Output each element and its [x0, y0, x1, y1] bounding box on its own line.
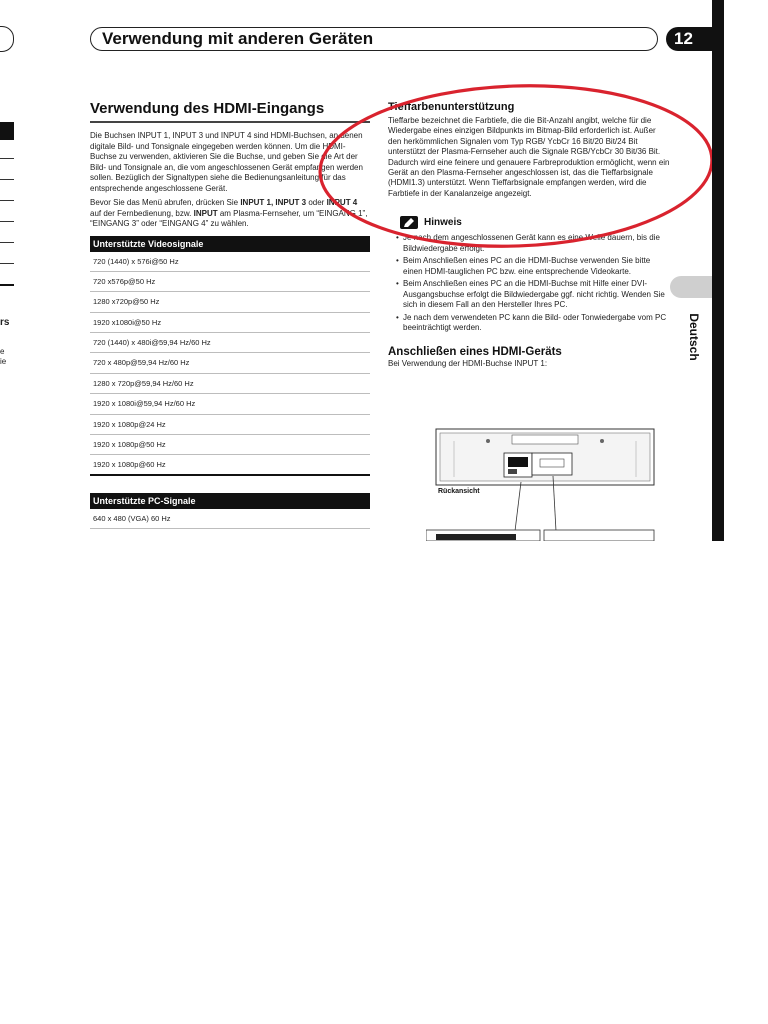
chapter-title: Verwendung mit anderen Geräten	[102, 29, 374, 48]
table-row: 1280 x720p@50 Hz	[90, 292, 370, 312]
note-bullet: • Beim Anschließen eines PC an die HDMI-Buchse verwenden Sie bitte einen HDMI-tauglichen PC bzw. eine entsprechende Videokarte.	[388, 256, 670, 277]
table-header: Unterstützte Videosignale	[90, 236, 370, 252]
rear-view-label: Rückansicht	[438, 488, 480, 495]
page-edge-bar	[712, 0, 724, 541]
table-row: 1920 x 1080i@59,94 Hz/60 Hz	[90, 394, 370, 414]
table-row: 720 x576p@50 Hz	[90, 272, 370, 292]
chapter-header	[90, 27, 658, 51]
previous-page-heading-fragment: rs	[0, 317, 10, 328]
language-tab	[670, 276, 712, 298]
table-row: 1920 x 1080p@24 Hz	[90, 415, 370, 435]
note-bullet: • Je nach dem verwendeten PC kann die Bild- oder Tonwiedergabe vom PC beeinträchtigt werden.	[388, 313, 670, 334]
table-row: 1920 x1080i@50 Hz	[90, 313, 370, 333]
connect-subtitle: Bei Verwendung der HDMI-Buchse INPUT 1:	[388, 358, 548, 368]
deep-color-title: Tieffarbenunterstützung	[388, 101, 515, 113]
pc-signals-table	[90, 493, 370, 529]
deep-color-paragraph: Tieffarbe bezeichnet die Farbtiefe, die die Bit-Anzahl angibt, welche für die Wiedergabe eines einzigen Bildpunkts im Bitmap-Bild erforderlich ist. Außer den herkömmlichen Signalen vom Typ RGB/ YcbCr 16 Bit/20 Bit/24 Bit unterstützt der Plasma-Fernseher auch die Signale RGB/YcbCr 30 Bit/36 Bit. Dadurch wird eine feinere und genauere Farbreproduktion ermöglicht, wenn ein Gerät an den Plasma-Fernseher angeschlossen ist, das die Tieffarbsignale (HDMI1.3) unterstützt. Wenn Tieffarbsignale empfangen werden, wird die Farbtiefe in der Kanalanzeige angezeigt.	[388, 116, 670, 198]
previous-page-text-line: e	[0, 347, 5, 356]
table-row: 720 x 480p@59,94 Hz/60 Hz	[90, 353, 370, 373]
video-signals-table	[90, 236, 370, 476]
intro-paragraph: Die Buchsen INPUT 1, INPUT 3 und INPUT 4 sind HDMI-Buchsen, an denen digitale Bild- und Tonsignale eingegeben werden können. Um die HDMI-Buchse zu verwenden, aktivieren Sie die Buchse, und geben Sie die Art der Bild- und Tonsignale an, die vom angeschlossenen Gerät empfangen werden sollen. Bezüglich der Signaltypen siehe die Bedienungsanleitung für das entsprechende angeschlossene Gerät.	[90, 131, 363, 193]
table-header: Unterstützte PC-Signale	[90, 493, 370, 509]
connect-title: Anschließen eines HDMI-Geräts	[388, 345, 562, 358]
language-label: Deutsch	[687, 313, 701, 361]
table-row: 640 x 480 (VGA) 60 Hz	[90, 509, 370, 529]
previous-page-header-tab	[0, 26, 14, 52]
red-annotation-ellipse	[312, 78, 712, 258]
manual-page	[0, 0, 712, 541]
page-number: 12	[666, 27, 712, 51]
rear-panel-diagram	[426, 427, 664, 541]
note-bullet: • Beim Anschließen eines PC an die HDMI-Buchse mit Hilfe einer DVI-Ausgangsbuchse erfolgt die Bildwiedergabe ggf. nicht richtig. Wenden Sie sich in diesem Fall an den Hersteller Ihres PC.	[388, 279, 670, 311]
rear-panel-illustration	[426, 427, 664, 541]
table-row: 1280 x 720p@59,94 Hz/60 Hz	[90, 374, 370, 394]
table-row: 1920 x 1080p@60 Hz	[90, 455, 370, 475]
table-row: 1920 x 1080p@50 Hz	[90, 435, 370, 455]
section-title: Verwendung des HDMI-Eingangs	[90, 100, 325, 117]
previous-page-table-marks	[0, 122, 14, 306]
table-row: 720 (1440) x 480i@59,94 Hz/60 Hz	[90, 333, 370, 353]
table-row: 720 (1440) x 576i@50 Hz	[90, 252, 370, 272]
note-title: Hinweis	[424, 216, 462, 228]
before-menu-paragraph: Bevor Sie das Menü abrufen, drücken Sie INPUT 1, INPUT 3 oder INPUT 4 auf der Fernbedienung, bzw. INPUT am Plasma-Fernseher, um “EINGANG 1”, “EINGANG 3” oder “EINGANG 4” zu wählen.	[90, 198, 368, 228]
note-bullet: • Je nach dem angeschlossenen Gerät kann es eine Weile dauern, bis die Bildwiedergabe erfolgt.	[388, 233, 670, 254]
previous-page-text-line: ie	[0, 357, 7, 366]
